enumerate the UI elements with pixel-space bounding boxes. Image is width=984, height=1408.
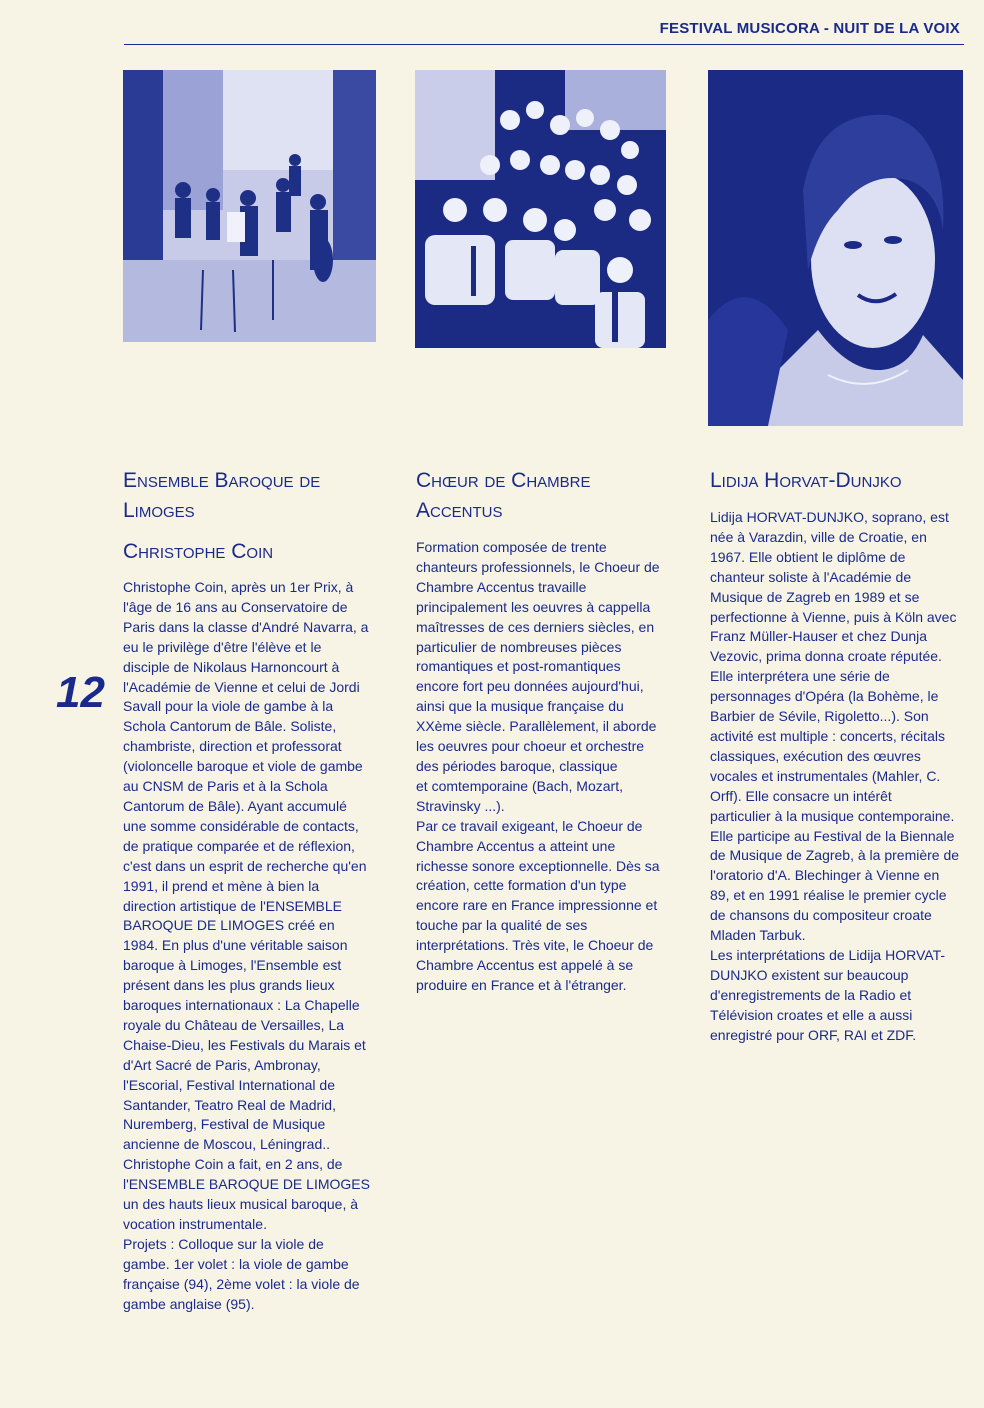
section-choeur-accentus	[416, 466, 668, 996]
section-ensemble-baroque	[123, 466, 378, 1315]
ensemble-photo	[123, 70, 376, 342]
section-lidija-horvat-dunjko	[710, 466, 966, 1045]
section-heading: Lidija Horvat-Dunjko	[710, 469, 902, 492]
section-body: Formation composée de trente chanteurs professionnels, le Choeur de Chambre Accentus travaille principalement les oeuvres à cappella maîtresses de ces derniers siècles, en particulier de nombreuses pièces romantiques et post-romantiques encore fort peu données aujourd'hui, ainsi que la musique française du XXème siècle. Parallèlement, il aborde les oeuvres pour choeur et orchestre des périodes baroque, classique et comtemporaine (Bach, Mozart, Stravinsky ...). Par ce travail exigeant, le Choeur de Chambre Accentus a atteint une richesse sonore exceptionnelle. Dès sa création, cette formation d'un type encore rare en France impressionne et touche par la qualité de ses interprétations. Très vite, le Choeur de Chambre Accentus est appelé à se produire en France et à l'étranger.	[416, 539, 660, 993]
section-heading: Ensemble Baroque de Limoges	[123, 469, 321, 522]
section-body: Lidija HORVAT-DUNJKO, soprano, est née à Varazdin, ville de Croatie, en 1967. Elle obtient le diplôme de chanteur soliste à l'Académie de Musique de Zagreb en 1989 et se perfectionne à Vienne, puis à Köln avec Franz Müller-Hauser et chez Dunja Vezovic, prima donna croate réputée. Elle interprétera une série de personnages d'Opéra (la Bohème, le Barbier de Sévile, Rigoletto...). Son activité est multiple : concerts, récitals classiques, exécution des œuvres vocales et instrumentales (Mahler, C. Orff). Elle consacre un intérêt particulier à la musique contemporaine. Elle participe au Festival de la Biennale de Musique de Zagreb, à la première de l'oratorio d'A. Blechinger à Vienne en 89, et en 1991 réalise le premier cycle de chansons du compositeur croate Mladen Tarbuk. Les interprétations de Lidija HORVAT- DUNJKO existent sur beaucoup d'enregistrements de la Radio et Télévision croates et elle a aussi enregistré pour ORF, RAI et ZDF.	[710, 509, 960, 1043]
header-rule	[124, 44, 964, 45]
running-header: FESTIVAL MUSICORA - NUIT DE LA VOIX	[659, 20, 960, 37]
section-subheading: Christophe Coin	[123, 540, 274, 563]
page-number: 12	[56, 668, 105, 717]
choir-photo	[415, 70, 666, 348]
section-heading: Chœur de Chambre Accentus	[416, 469, 591, 522]
soprano-portrait-photo	[708, 70, 963, 426]
section-body: Christophe Coin, après un 1er Prix, à l'âge de 16 ans au Conservatoire de Paris dans la classe d'André Navarra, a eu le privilège d'être l'élève et le disciple de Nikolaus Harnoncourt à l'Académie de Vienne et celui de Jordi Savall pour la viole de gambe à la Schola Cantorum de Bâle. Soliste, chambriste, direction et professorat (violoncelle baroque et viole de gambe au CNSM de Paris et à la Schola Cantorum de Bâle). Ayant accumulé une somme considérable de contacts, de pratique comparée et de réflexion, c'est dans un esprit de recherche qu'en 1991, il prend et mène à bien la direction artistique de l'ENSEMBLE BAROQUE DE LIMOGES créé en 1984. En plus d'une véritable saison baroque à Limoges, l'Ensemble est présent dans les plus grands lieux baroques internationaux : La Chapelle royale du Château de Versailles, La Chaise-Dieu, les Festivals du Marais et d'Art Sacré de Paris, Ambronay, l'Escorial, Festival International de Santander, Teatro Real de Madrid, Nuremberg, Festival de Musique ancienne de Moscou, Léningrad.. Christophe Coin a fait, en 2 ans, de l'ENSEMBLE BAROQUE DE LIMOGES un des hauts lieux musical baroque, à vocation instrumentale. Projets : Colloque sur la viole de gambe. 1er volet : la viole de gambe française (94), 2ème volet : la viole de gambe anglaise (95).	[123, 579, 370, 1312]
